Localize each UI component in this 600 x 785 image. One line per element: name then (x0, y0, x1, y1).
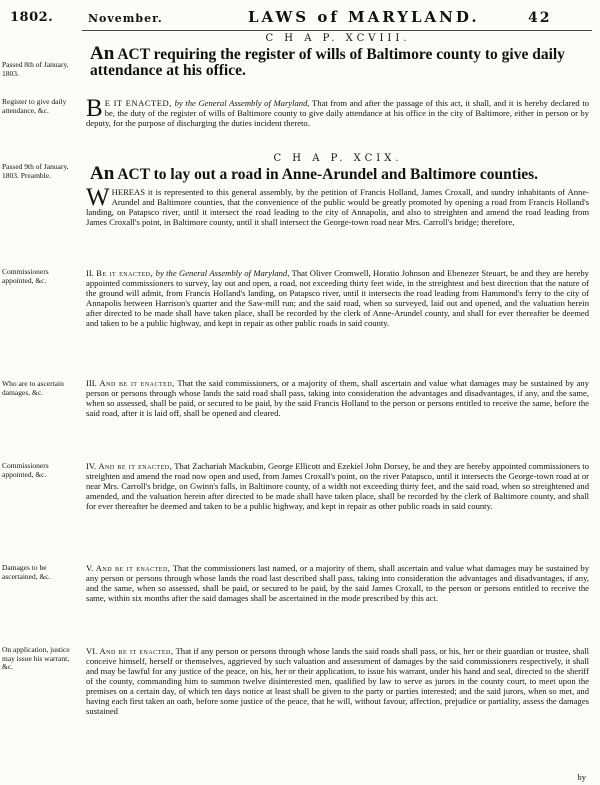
section-number: V. (86, 563, 94, 573)
section-number: II. (86, 268, 94, 278)
page-month: November. (88, 12, 163, 25)
chapter-heading-99: C H A P. XCIX. (273, 153, 403, 164)
act-title-text: ACT requiring the register of wills of Baltimore county to give daily attendance at his office. (90, 46, 565, 79)
header-rule (82, 30, 592, 31)
margin-note-register: Register to give daily attendance, &c. (2, 97, 67, 115)
act-title-lead: An (90, 163, 115, 184)
section-2 (86, 268, 589, 328)
enacting-authority: by the General Assembly of Maryland, (155, 268, 290, 278)
act-title-98 (90, 43, 588, 79)
preamble-text: HEREAS it is represented to this general assembly, by the petition of Francis Holland, James Croxall, and sundry inhabitants of Anne-Arundel and Baltimore counties, that the convenience of the public would be greatly promoted by opening a road from Francis Holland's landing, on Patapsco river, until it intersect the road leading to the city of Annapolis, and also to streighten and amend the road leading from James Croxall's point, in Baltimore county, until it shall intersect the George-town road near Mrs. Carroll's bridge; therefore, (86, 187, 589, 228)
margin-note-passed-99: Passed 9th of January, 1803. Preamble. (2, 162, 69, 180)
preamble (86, 184, 589, 228)
act-title-lead: An (90, 43, 115, 64)
section-text: That the commissioners last named, or a majority of them, shall ascertain and value what damages may be sustained by any person or persons through whose lands the road last described shall pass, taking into consideration the advantages and disadvantages, if any, and the same, when so assessed, shall be paid, or secured to be paid, by the said James Croxall, to the person or persons entitled to receive the same, within six months after the said damages shall be ascertained in the mode prescribed by this act. (86, 563, 590, 604)
page-title: LAWS of MARYLAND. (248, 8, 480, 26)
enacting-authority: by the General Assembly of Maryland, (174, 98, 310, 108)
section-4 (86, 461, 589, 511)
margin-note-section-3: Who are to ascertain damages, &c. (2, 379, 64, 397)
drop-cap: W (86, 184, 110, 211)
section-number: VI. (86, 646, 98, 656)
section-text: That the said commissioners, or a majority of them, shall ascertain and value what damages may be sustained by any person or persons through whose lands the said road shall pass, taking into consideration the advantages and disadvantages, if any, and the same, when so assessed, shall be paid, or secured to be paid, by the said Francis Holland to the person or persons entitled to receive the same, before the said road, after it is laid off, shall be opened and cleared. (86, 378, 589, 419)
section-enacting-98 (86, 95, 589, 129)
enacting-lead: Be it enacted, (96, 268, 154, 278)
catchword: by (577, 772, 586, 782)
act-title-text: ACT to lay out a road in Anne-Arundel and Baltimore counties. (117, 166, 539, 183)
enacting-lead: And be it enacted, (98, 461, 173, 471)
chapter-heading-98: C H A P. XCVIII. (265, 33, 411, 44)
act-title-99 (90, 163, 588, 184)
section-number: IV. (86, 461, 97, 471)
section-text: That Zachariah Mackubin, George Ellicott and Ezekiel John Dorsey, be and they are hereby appointed commissioners to streighten and amend the road now open and used, from James Croxall's point, on the river Patapsco, until it intersects the George-town road at or near Mrs. Carroll's bridge, on Gwinn's falls, in Baltimore county, of a width not exceeding thirty feet, and the said road, when so streightened and amended, and the valuation herein after directed to be made shall have taken place, shall be recorded by the clerk of Baltimore county, and shall for ever thereafter be deemed and taken to be a public highway, and kept in repair as other public roads in said county. (86, 461, 589, 512)
section-text: That Oliver Cromwell, Horatio Johnson and Ebenezer Steuart, be and they are hereby appointed commissioners to survey, lay out and open, a road, not exceeding thirty feet wide, in the streightest and best direction that the nature of the ground will admit, from Francis Holland's landing, on Patapsco river, until it intersects the road leading from Hammond's ferry to the city of Annapolis between Harrison's quarter and the Saw-mill run; and the said road, when so surveyed, laid out and opened, and the valuation herein after directed to be made shall have taken place, shall be recorded by the clerk of Anne-Arundel county, and shall for ever thereafter be deemed and taken to be a public highway, and kept in repair as other public roads in said county. (86, 268, 589, 329)
section-6 (86, 646, 589, 716)
margin-note-section-2: Commissioners appointed, &c. (2, 267, 49, 285)
enacting-lead: And be it enacted, (99, 646, 174, 656)
margin-note-section-4: Commissioners appointed, &c. (2, 461, 49, 479)
margin-note-section-6: On application, justice may issue his warrant, &c. (2, 645, 70, 671)
margin-note-passed-98: Passed 8th of January, 1803. (2, 60, 69, 78)
enacting-lead: And be it enacted, (95, 563, 171, 573)
page-year: 1802. (10, 10, 54, 25)
section-3 (86, 378, 589, 418)
page-number: 42 (528, 10, 552, 26)
section-text: That from and after the passage of this act, it shall, and it is hereby declared to be, the duty of the register of wills of Baltimore county to give daily attendance at his office in the city of Baltimore, either in person or by deputy, for the purpose of discharging the duties incident thereto. (86, 98, 589, 129)
enacting-lead: And be it enacted, (99, 378, 175, 388)
section-number: III. (86, 378, 97, 388)
running-header (0, 6, 600, 30)
drop-cap: B (86, 95, 103, 122)
enacting-lead: E IT ENACTED, (104, 98, 172, 108)
section-5 (86, 563, 589, 603)
section-text: That if any person or persons through whose lands the said roads shall pass, or his, her or their guardian or trustee, shall conceive himself, herself or themselves, aggrieved by such valuation and assessment of damages by the said commissioners respectively, it shall and may be lawful for any justice of the peace, on his, her or their application, to issue his warrant, under his hand and seal, directed to the sheriff of the county, commanding him to summon twelve disinterested men, qualified by law to serve as jurors in the county court, to meet upon the premises on a certain day, of which ten days notice at least shall be given to the party or parties interested; and the said jurors, when so met, and having each first taken an oath, before some justice of the peace, that he will, without favour, affection, prejudice or partiality, assess the damages sustained (86, 646, 589, 717)
margin-note-section-5: Damages to be ascertained, &c. (2, 563, 51, 581)
